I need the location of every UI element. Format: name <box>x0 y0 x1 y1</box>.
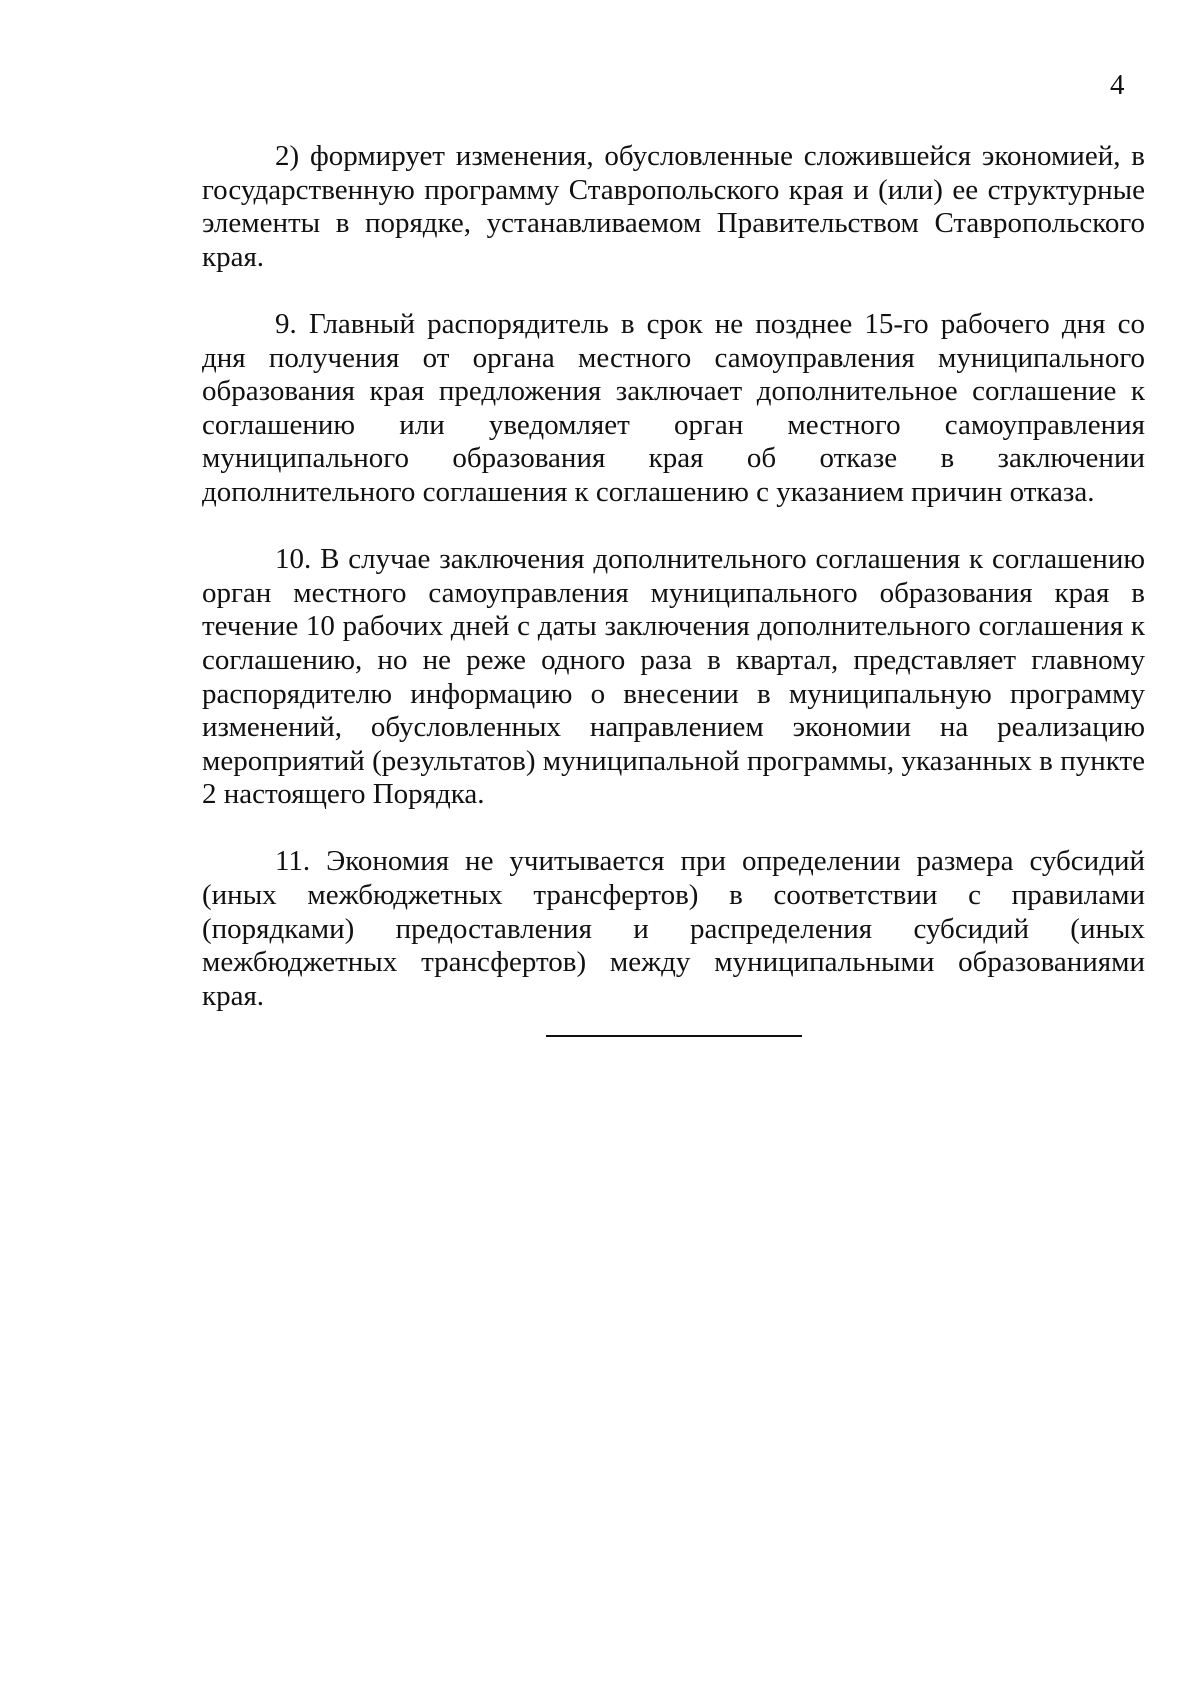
paragraph-item-10: 10. В случае заключения дополнительного соглашения к соглашению орган местного самоуправления муниципального образования края в течение 10 рабочих дней с даты заключения дополнительного соглашения к соглашению, но не реже одного раза в квартал, представляет главному распорядителю информацию о внесении в муниципальную программу изменений, обусловленных направлением экономии на реализацию мероприятий (результатов) муниципальной программы, указанных в пункте 2 настоящего Порядка. <box>202 543 1145 811</box>
page-number: 4 <box>1110 69 1125 101</box>
paragraph-item-2: 2) формирует изменения, обусловленные сложившейся экономией, в государственную программу Ставропольского края и (или) ее структурные элементы в порядке, устанавливаемом Правительством Ставропольского края. <box>202 140 1145 273</box>
document-body <box>202 140 1145 1013</box>
end-of-document-rule <box>546 1035 802 1037</box>
paragraph-item-9: 9. Главный распорядитель в срок не позднее 15-го рабочего дня со дня получения от органа местного самоуправления муниципального образования края предложения заключает дополнительное соглашение к соглашению или уведомляет орган местного самоуправления муниципального образования края об отказе в заключении дополнительного соглашения к соглашению с указанием причин отказа. <box>202 307 1145 508</box>
paragraph-item-11: 11. Экономия не учитывается при определении размера субсидий (иных межбюджетных трансфертов) в соответствии с правилами (порядками) предоставления и распределения субсидий (иных межбюджетных трансфертов) между муниципальными образованиями края. <box>202 845 1145 1012</box>
